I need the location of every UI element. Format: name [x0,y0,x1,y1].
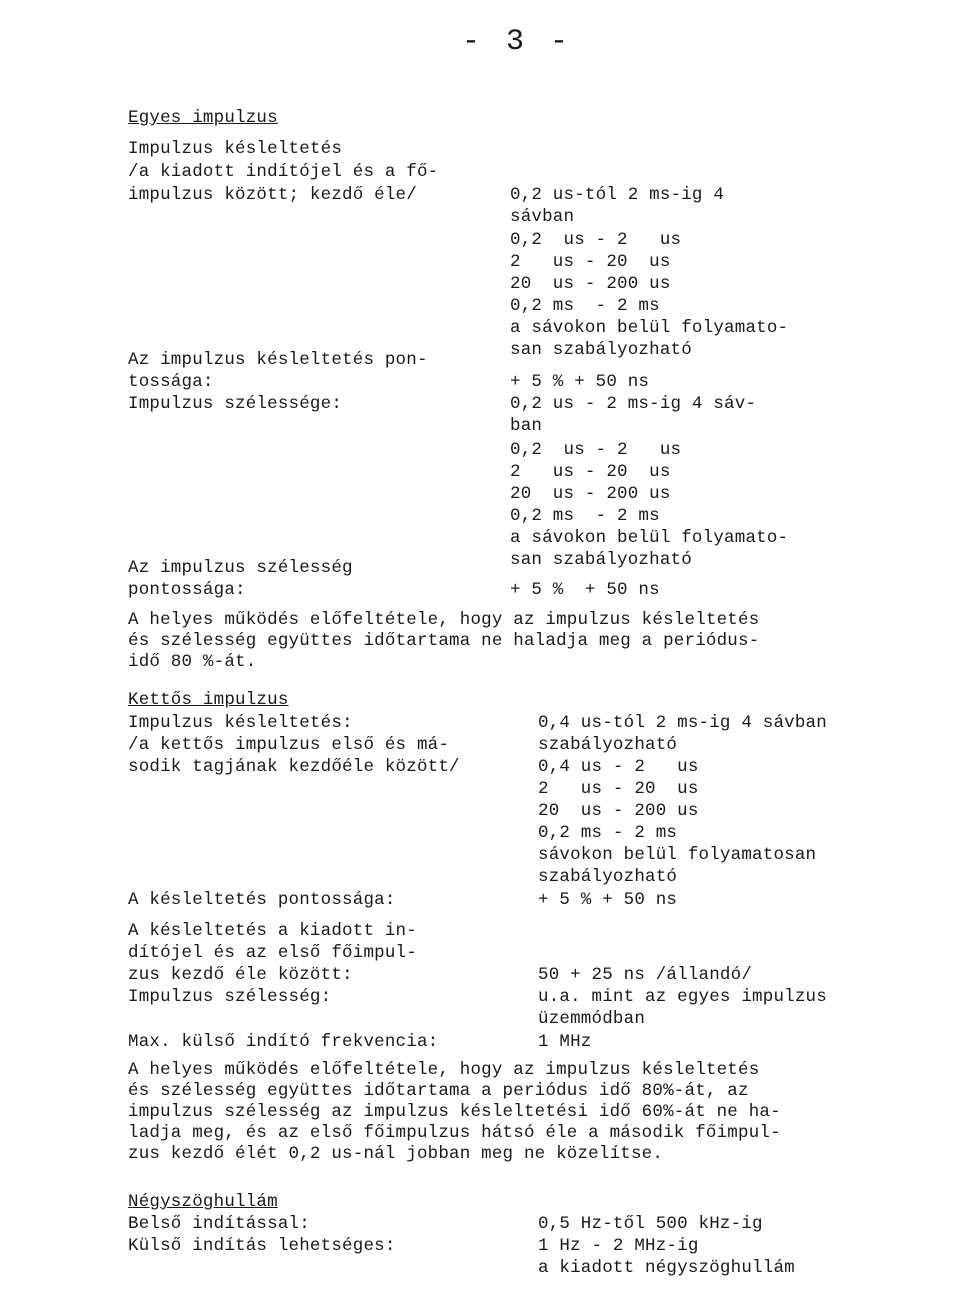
text-line: ladja meg, és az első főimpulzus hátsó éle a második főimpul- [128,1123,781,1143]
text-line: 0,2 ms - 2 ms [510,506,660,526]
page-number: - 3 - [462,25,573,59]
text-line: u.a. mint az egyes impulzus [538,987,827,1007]
text-line: sávokon belül folyamatosan [538,845,817,865]
text-line: dítójel és az első főimpul- [128,943,417,963]
text-line: Impulzus késleltetés: [128,713,353,733]
section-heading-double-pulse: Kettős impulzus [128,690,289,710]
max-frequency-label: Max. külső indító frekvencia: [128,1032,439,1052]
text-line: 0,2 us - 2 us [510,230,682,250]
single-delay-accuracy-value: + 5 % + 50 ns [510,372,650,392]
text-line: 0,2 us - 2 ms-ig 4 sáv- [510,394,757,414]
text-line: 0,2 ms - 2 ms [510,296,660,316]
single-width-label: Impulzus szélessége: [128,394,343,414]
text-line: 2 us - 20 us [510,252,671,272]
text-line: /a kiadott indítójel és a fő- [128,162,439,182]
text-line: és szélesség együttes időtartama a periódus idő 80%-át, az [128,1081,749,1101]
internal-trigger-value: 0,5 Hz-től 500 kHz-ig [538,1214,763,1234]
text-line: A helyes működés előfeltétele, hogy az impulzus késleltetés [128,610,760,630]
text-line: tossága: [128,372,214,392]
internal-trigger-label: Belső indítással: [128,1214,310,1234]
double-delay-accuracy-label: A késleltetés pontossága: [128,890,396,910]
text-line: és szélesség együttes időtartama ne haladja meg a periódus- [128,631,760,651]
text-line: A helyes működés előfeltétele, hogy az impulzus késleltetés [128,1060,760,1080]
text-line: san szabályozható [510,340,692,360]
text-line: üzemmódban [538,1009,646,1029]
max-frequency-value: 1 MHz [538,1032,592,1052]
text-line: impulzus szélesség az impulzus késleltetési idő 60%-át ne ha- [128,1102,781,1122]
section-heading-single-pulse: Egyes impulzus [128,108,278,128]
single-width-accuracy-value: + 5 % + 50 ns [510,580,660,600]
section-heading-square-wave: Négyszöghullám [128,1192,278,1212]
text-line: 1 Hz - 2 MHz-ig [538,1236,699,1256]
text-line: /a kettős impulzus első és má- [128,735,450,755]
text-line: 2 us - 20 us [510,462,671,482]
text-line: szabályozható [538,867,678,887]
text-line: 0,2 ms - 2 ms [538,823,678,843]
text-line: 0,4 us-tól 2 ms-ig 4 sávban [538,713,827,733]
text-line: a sávokon belül folyamato- [510,528,789,548]
text-line: Az impulzus késleltetés pon- [128,350,428,370]
double-width-label: Impulzus szélesség: [128,987,332,1007]
text-line: san szabályozható [510,550,692,570]
double-offset-value: 50 + 25 ns /állandó/ [538,965,753,985]
text-line: idő 80 %-át. [128,652,257,672]
text-line: A késleltetés a kiadott in- [128,921,417,941]
text-line: 2 us - 20 us [538,779,699,799]
double-delay-accuracy-value: + 5 % + 50 ns [538,890,678,910]
text-line: 0,2 us - 2 us [510,440,682,460]
text-line: 20 us - 200 us [510,274,671,294]
text-line: 0,4 us - 2 us [538,757,699,777]
text-line: 0,2 us-tól 2 ms-ig 4 [510,185,725,205]
text-line: a kiadott négyszöghullám [538,1258,795,1278]
text-line: ban [510,416,543,436]
text-line: pontossága: [128,580,246,600]
text-line: 20 us - 200 us [510,484,671,504]
text-line: zus kezdő éle között: [128,965,353,985]
text-line: szabályozható [538,735,678,755]
text-line: 20 us - 200 us [538,801,699,821]
text-line: Impulzus késleltetés [128,139,343,159]
external-trigger-label: Külső indítás lehetséges: [128,1236,396,1256]
text-line: Az impulzus szélesség [128,558,353,578]
text-line: impulzus között; kezdő éle/ [128,185,417,205]
text-line: sávban [510,207,575,227]
text-line: sodik tagjának kezdőéle között/ [128,757,460,777]
text-line: zus kezdő élét 0,2 us-nál jobban meg ne közelítse. [128,1144,664,1164]
text-line: a sávokon belül folyamato- [510,318,789,338]
